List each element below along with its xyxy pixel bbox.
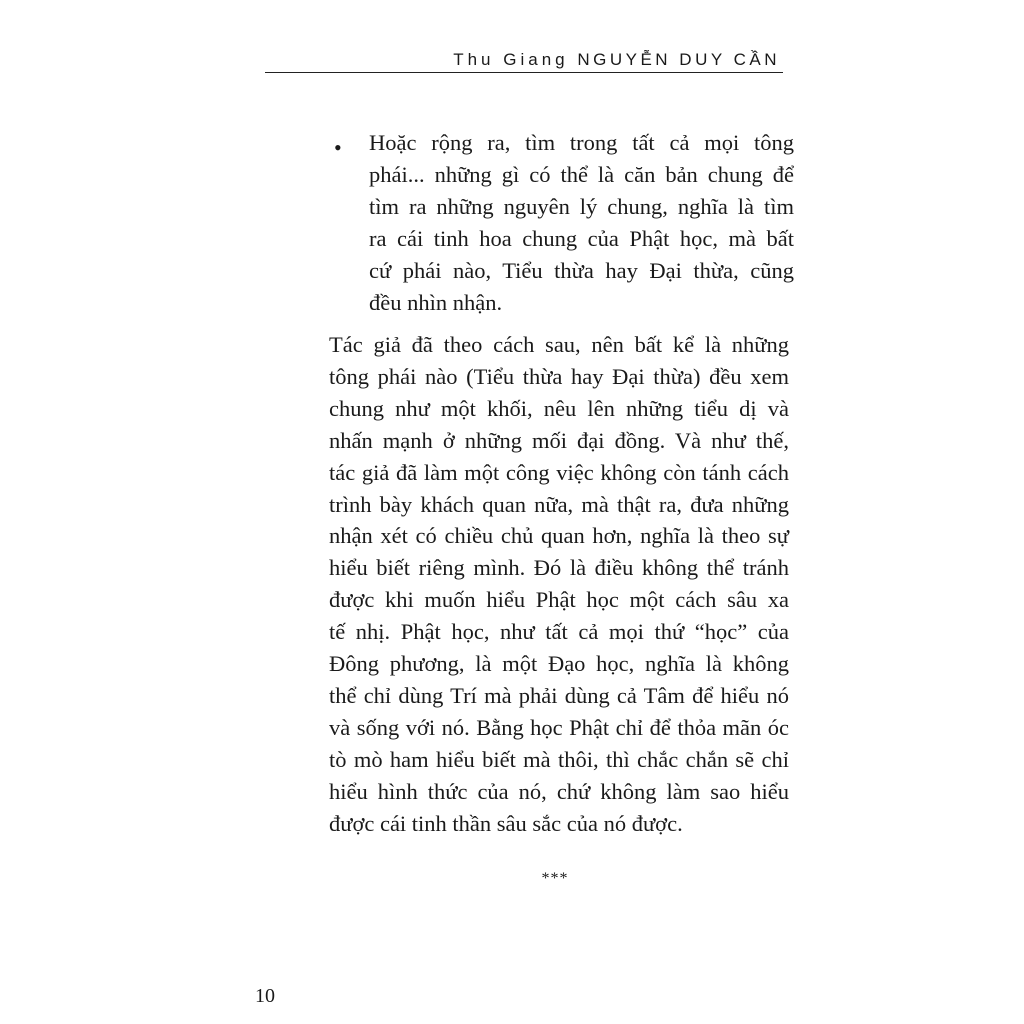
paragraph-line: tác giả đã làm một công việc không còn tánh cách [329,459,789,485]
page-number: 10 [255,985,275,1007]
paragraph-line: tông phái nào (Tiểu thừa hay Đại thừa) đều xem [329,363,789,389]
running-head-author-last: NGUYỄN DUY CẦN [577,50,780,69]
running-head [440,50,780,70]
paragraph-line: Tác giả đã theo cách sau, nên bất kể là những [329,332,789,357]
paragraph-line: tế nhị. Phật học, như tất cả mọi thứ “học” của [329,619,789,645]
paragraph-line: hiểu biết riêng mình. Đó là điều không thể tránh [329,555,789,581]
paragraph-line: Đông phương, là một Đạo học, nghĩa là không [329,651,789,677]
bullet-line: phái... những gì có thể là căn bản chung để [369,162,794,187]
bullet-line: ra cái tinh hoa chung của Phật học, mà bất [369,226,794,251]
bullet-line: đều nhìn nhận. [369,290,503,315]
paragraph-line: chung như một khối, nêu lên những tiểu dị và [329,395,789,421]
paragraph-line: thể chỉ dùng Trí mà phải dùng cả Tâm để hiểu nó [329,682,789,708]
section-separator: *** [541,870,569,887]
bullet-line: cứ phái nào, Tiểu thừa hay Đại thừa, cũng [369,258,794,283]
paragraph-line: nhận xét có chiều chủ quan hơn, nghĩa là theo sự [329,523,789,549]
body-paragraph [329,329,789,840]
running-head-author-first: Thu Giang [453,50,569,69]
paragraph-line: được khi muốn hiểu Phật học một cách sâu xa [329,587,789,613]
paragraph-line: hiểu hình thức của nó, chứ không làm sao hiểu [329,778,789,804]
bullet-line: Hoặc rộng ra, tìm trong tất cả mọi tông [369,130,794,155]
paragraph-line: và sống với nó. Bằng học Phật chỉ để thỏa mãn óc [329,714,789,740]
bullet-text [369,127,794,319]
paragraph-line: tò mò ham hiểu biết mà thôi, thì chắc chắn sẽ chỉ [329,746,789,772]
bullet-line: tìm ra những nguyên lý chung, nghĩa là tìm [369,194,794,219]
header-rule [265,72,783,73]
paragraph-line: được cái tinh thần sâu sắc của nó được. [329,810,683,836]
paragraph-line: nhấn mạnh ở những mối đại đồng. Và như thế, [329,427,789,453]
bullet-marker: • [334,135,342,160]
paragraph-line: trình bày khách quan nữa, mà thật ra, đưa những [329,491,789,517]
